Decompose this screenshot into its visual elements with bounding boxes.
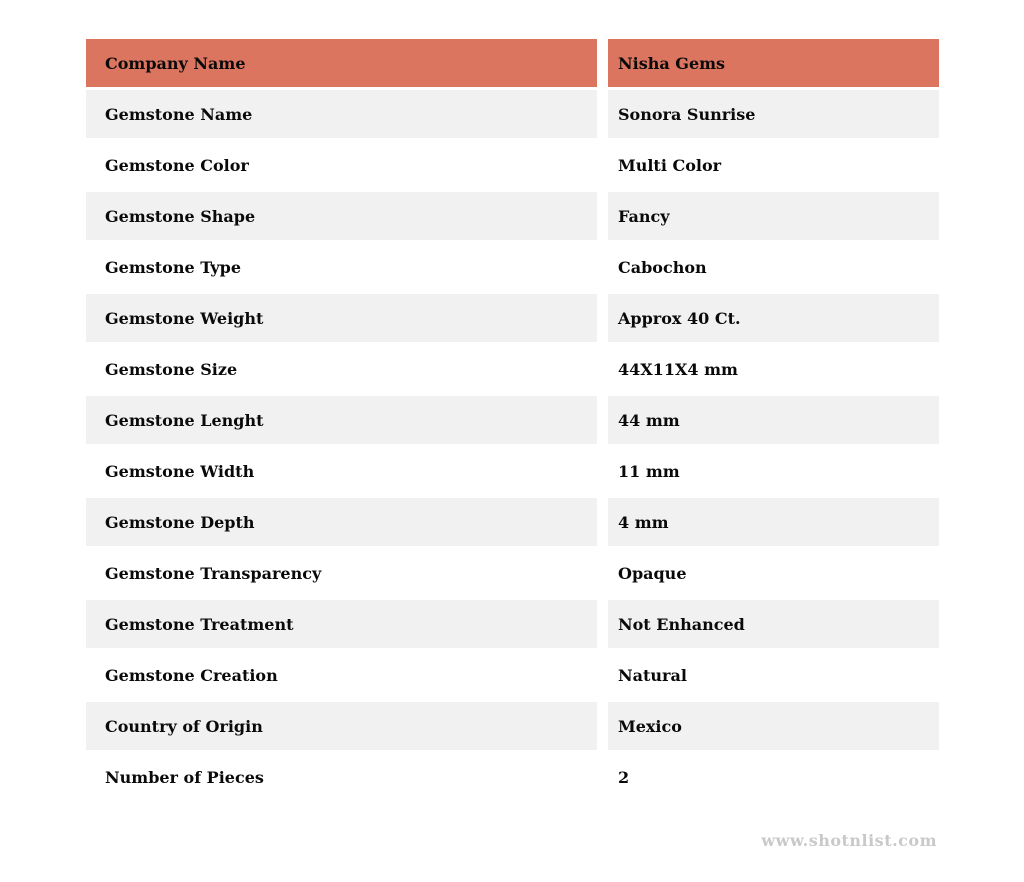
table-row-value: Cabochon: [608, 243, 939, 291]
table-header-company-name-label: Company Name: [86, 39, 597, 87]
table-row-label: Gemstone Shape: [86, 192, 597, 240]
watermark-text: www.shotnlist.com: [761, 831, 937, 850]
table-row-value: Approx 40 Ct.: [608, 294, 939, 342]
table-row-label: Gemstone Lenght: [86, 396, 597, 444]
table-row-label: Gemstone Name: [86, 90, 597, 138]
table-row-label: Gemstone Depth: [86, 498, 597, 546]
table-row-value: Fancy: [608, 192, 939, 240]
table-row-label: Gemstone Type: [86, 243, 597, 291]
table-row-label: Gemstone Size: [86, 345, 597, 393]
table-row-label: Gemstone Weight: [86, 294, 597, 342]
table-row-value: 2: [608, 753, 939, 801]
table-row-label: Country of Origin: [86, 702, 597, 750]
table-row-value: Sonora Sunrise: [608, 90, 939, 138]
table-row-label: Gemstone Creation: [86, 651, 597, 699]
table-row-label: Number of Pieces: [86, 753, 597, 801]
table-row-value: 4 mm: [608, 498, 939, 546]
table-row-value: Mexico: [608, 702, 939, 750]
table-row-label: Gemstone Transparency: [86, 549, 597, 597]
table-row-label: Gemstone Width: [86, 447, 597, 495]
table-row-value: Natural: [608, 651, 939, 699]
gemstone-spec-table: [86, 39, 939, 801]
table-row-label: Gemstone Treatment: [86, 600, 597, 648]
table-row-value: 44 mm: [608, 396, 939, 444]
table-header-company-name-value: Nisha Gems: [608, 39, 939, 87]
table-row-value: Multi Color: [608, 141, 939, 189]
table-row-value: Opaque: [608, 549, 939, 597]
table-row-label: Gemstone Color: [86, 141, 597, 189]
table-row-value: 44X11X4 mm: [608, 345, 939, 393]
table-row-value: 11 mm: [608, 447, 939, 495]
table-row-value: Not Enhanced: [608, 600, 939, 648]
